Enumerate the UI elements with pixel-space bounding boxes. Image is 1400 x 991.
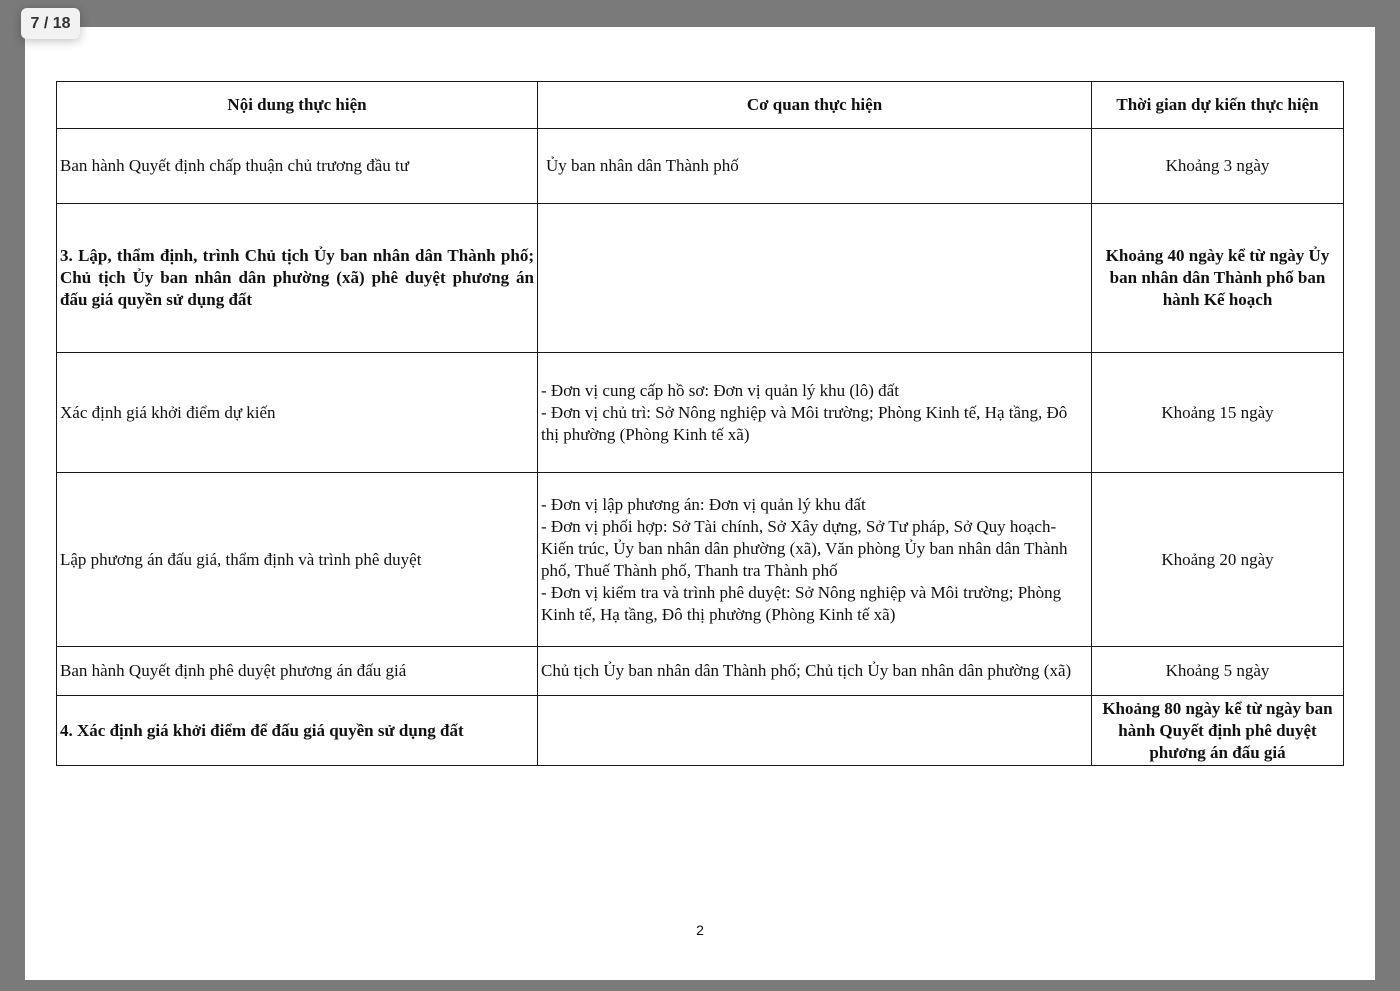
agency-line: - Đơn vị kiểm tra và trình phê duyệt: Sở Nông nghiệp và Môi trường; Phòng Kinh tế, Hạ tầng, Đô thị phường (Phòng Kinh tế xã)	[541, 582, 1062, 624]
table-row	[57, 647, 1344, 696]
table-row	[57, 204, 1344, 353]
row-content: 3. Lập, thẩm định, trình Chủ tịch Ủy ban nhân dân Thành phố; Chủ tịch Ủy ban nhân dân phường (xã) phê duyệt phương án đấu giá quyền sử dụng đất	[57, 204, 538, 353]
header-agency: Cơ quan thực hiện	[538, 82, 1092, 129]
agency-line: - Đơn vị chủ trì: Sở Nông nghiệp và Môi trường; Phòng Kinh tế, Hạ tầng, Đô thị phường (Phòng Kinh tế xã)	[541, 402, 1068, 444]
row-time: Khoảng 15 ngày	[1092, 353, 1344, 473]
row-content: Ban hành Quyết định chấp thuận chủ trương đầu tư	[57, 129, 538, 204]
agency-line: - Đơn vị cung cấp hồ sơ: Đơn vị quản lý khu (lô) đất	[541, 380, 899, 400]
header-content: Nội dung thực hiện	[57, 82, 538, 129]
table-row	[57, 696, 1344, 766]
document-page	[25, 27, 1375, 980]
table-row	[57, 473, 1344, 647]
row-time: Khoảng 3 ngày	[1092, 129, 1344, 204]
row-agency	[538, 353, 1092, 473]
row-time: Khoảng 5 ngày	[1092, 647, 1344, 696]
table-header-row	[57, 82, 1344, 129]
row-time: Khoảng 20 ngày	[1092, 473, 1344, 647]
table-row	[57, 129, 1344, 204]
page-number: 2	[696, 922, 704, 938]
row-content: Ban hành Quyết định phê duyệt phương án đấu giá	[57, 647, 538, 696]
row-content: 4. Xác định giá khởi điểm để đấu giá quyền sử dụng đất	[57, 696, 538, 766]
row-agency	[538, 204, 1092, 353]
page-indicator: 7 / 18	[21, 8, 80, 39]
row-agency: Ủy ban nhân dân Thành phố	[538, 129, 1092, 204]
row-agency	[538, 696, 1092, 766]
row-time: Khoảng 40 ngày kể từ ngày Ủy ban nhân dân Thành phố ban hành Kế hoạch	[1092, 204, 1344, 353]
row-content: Lập phương án đấu giá, thẩm định và trình phê duyệt	[57, 473, 538, 647]
table-row	[57, 353, 1344, 473]
row-agency: Chủ tịch Ủy ban nhân dân Thành phố; Chủ tịch Ủy ban nhân dân phường (xã)	[538, 647, 1092, 696]
agency-line: - Đơn vị lập phương án: Đơn vị quản lý khu đất	[541, 494, 866, 514]
implementation-table	[56, 81, 1344, 766]
row-agency	[538, 473, 1092, 647]
agency-line: - Đơn vị phối hợp: Sở Tài chính, Sở Xây dựng, Sở Tư pháp, Sở Quy hoạch-Kiến trúc, Ủy ban nhân dân phường (xã), Văn phòng Ủy ban nhân dân Thành phố, Thuế Thành phố, Thanh tra Thành phố	[541, 516, 1068, 580]
header-time: Thời gian dự kiến thực hiện	[1092, 82, 1344, 129]
row-time: Khoảng 80 ngày kể từ ngày ban hành Quyết định phê duyệt phương án đấu giá	[1092, 696, 1344, 766]
row-content: Xác định giá khởi điểm dự kiến	[57, 353, 538, 473]
